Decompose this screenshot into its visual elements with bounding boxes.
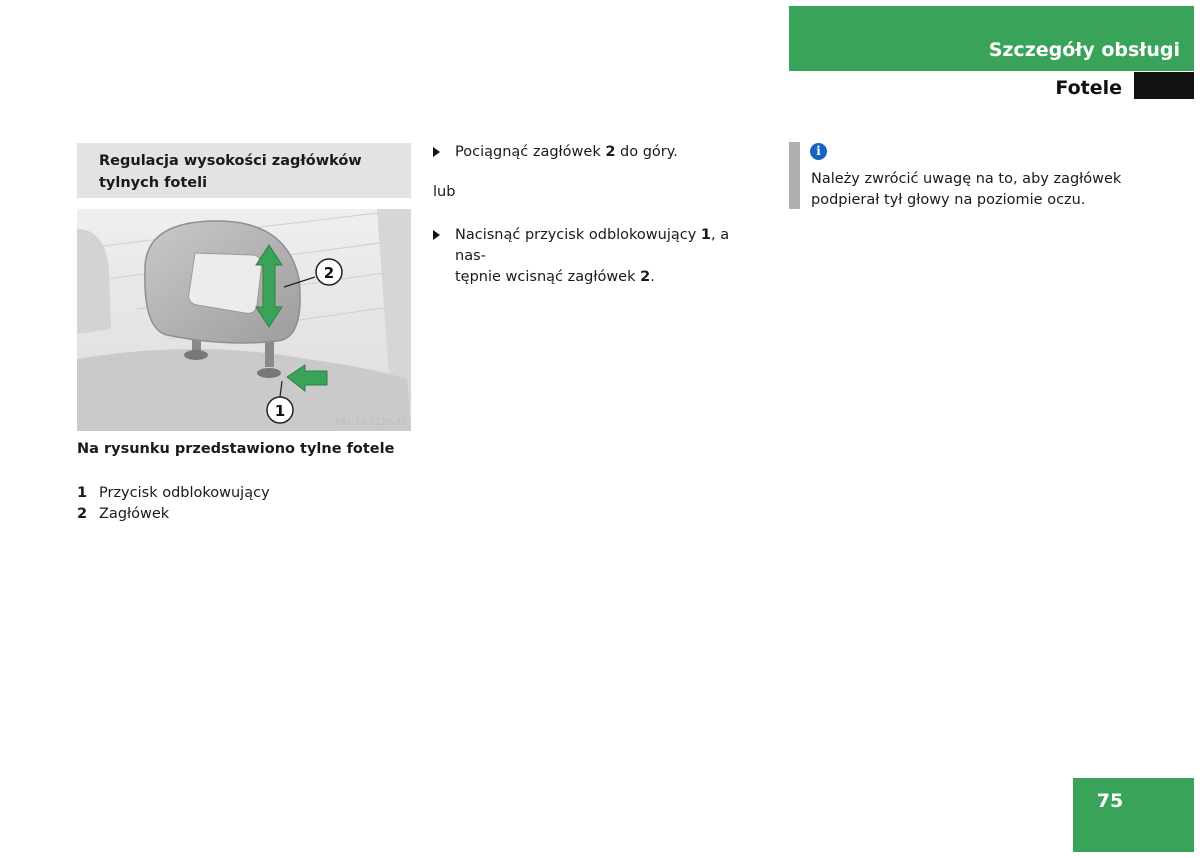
procedure-heading-box [77,143,411,198]
callout-1: 1 [274,402,286,420]
procedure-heading: Regulacja wysokości zagłówków tylnych foteli [99,153,362,191]
section-header-bar [789,6,1194,71]
legend-label: Zagłówek [99,506,170,522]
note-line: Należy zwrócić uwagę na to, aby zagłówek [811,171,1122,187]
page-number-box [1073,778,1194,852]
legend-number: 2 [77,506,88,522]
alternative-separator: lub [433,184,456,200]
instruction-text: Nacisnąć przycisk odblokowujący 1, a nas- tępnie wcisnąć zagłówek 2. [455,227,730,285]
note-side-bar [789,142,800,209]
note-line: podpierał tył głowy na poziomie oczu. [811,192,1086,208]
instruction-step [433,142,763,164]
bullet-triangle-icon [433,230,440,240]
headrest-illustration [77,209,411,431]
info-icon: i [810,143,827,160]
figure-caption: Na rysunku przedstawiono tylne fotele [77,441,395,457]
legend-item [77,483,270,504]
instruction-step [433,225,763,285]
instruction-text: Pociągnąć zagłówek 2 do góry. [455,144,678,160]
sub-section-title: Fotele [1055,77,1122,99]
legend-item [77,504,270,525]
section-title: Szczegóły obsługi [988,39,1180,61]
note-text [811,169,1151,211]
legend-label: Przycisk odblokowujący [99,485,270,501]
callout-2: 2 [323,264,335,282]
headrest-illustration-svg [77,209,411,431]
section-tab-marker [1134,72,1194,99]
image-code: P91.16-2128-31 [334,418,407,428]
figure-legend [77,483,270,525]
bullet-triangle-icon [433,147,440,157]
legend-number: 1 [77,485,88,501]
page-number: 75 [1096,790,1124,812]
